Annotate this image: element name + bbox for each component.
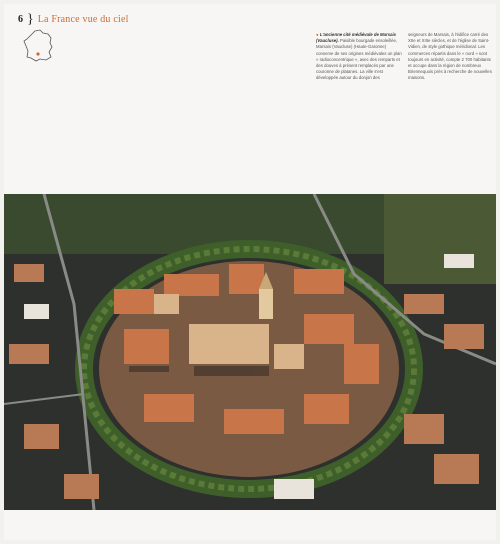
- page-header: [18, 11, 129, 27]
- france-map-icon: [21, 28, 57, 64]
- caption-lead: L'ancienne cité médiévale de Marsais (Vaucluse).: [316, 32, 397, 44]
- caption-text-2: seigneurs de Marsais, à l'édifice carré des XIIe et XIIIe siècles, et de l'église de Saint-Vidien, de style gothique méridional. Les commerces répartis dans le « nord » sont toujours en activité, compte 2 700 habitants et occupe dans la région de nombreux Briennequois près à recherche de nouvelles maisons.: [408, 32, 492, 81]
- photo-caption: [316, 32, 494, 82]
- magazine-page: [4, 4, 496, 540]
- caption-text-1: Paisible bourgade ensoleillée, Marsais (Vaucluse) (Haute-Garonne) conserve de ses origines médiévales un plan « radioconcentrique », avec des remparts et des douves à présent remplacés par une couronne de platanes. La ville s'est développée autour du donjon des: [316, 38, 402, 81]
- separator: }: [27, 11, 34, 27]
- page-number: 6: [18, 14, 23, 25]
- aerial-photo: [4, 194, 496, 510]
- caption-column-2: [408, 32, 494, 82]
- caption-bullet: ●: [316, 32, 319, 37]
- caption-column-1: [316, 32, 402, 82]
- running-title: La France vue du ciel: [37, 14, 129, 25]
